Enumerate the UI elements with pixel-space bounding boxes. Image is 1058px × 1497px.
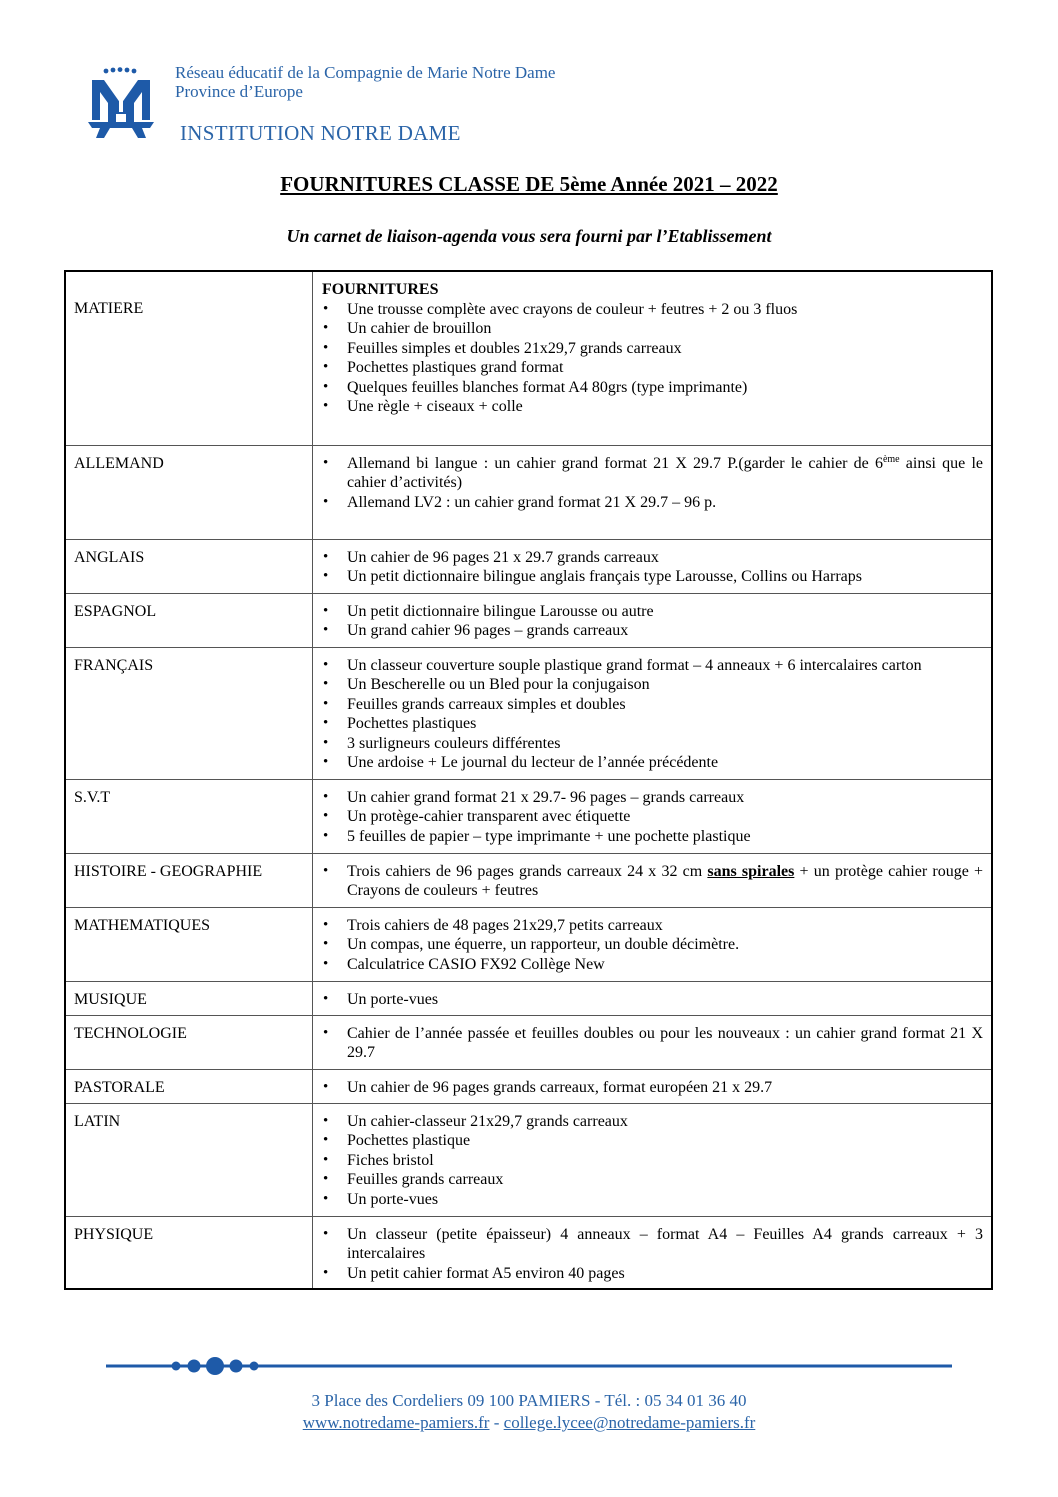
supplies-cell	[313, 907, 993, 981]
supplies-cell	[313, 271, 993, 445]
list-item: • Un petit cahier format A5 environ 40 pages	[322, 1264, 983, 1284]
subject-label: MATHEMATIQUES	[74, 916, 210, 934]
footer	[0, 1390, 1058, 1434]
list-item: • Pochettes plastique	[322, 1131, 983, 1151]
list-item: • Quelques feuilles blanches format A4 80grs (type imprimante)	[322, 378, 983, 398]
subject-label: PHYSIQUE	[74, 1225, 154, 1243]
page-title: FOURNITURES CLASSE DE 5ème Année 2021 – 2022	[280, 172, 778, 196]
footer-separator: -	[489, 1413, 504, 1432]
subject-label: LATIN	[74, 1112, 121, 1130]
subject-cell	[65, 1103, 313, 1216]
table-row-svt	[65, 779, 992, 853]
supplies-cell	[313, 1069, 993, 1103]
list-item: • Un classeur couverture souple plastique grand format – 4 anneaux + 6 intercalaires carton	[322, 656, 983, 676]
email-link[interactable]: college.lycee@notredame-pamiers.fr	[503, 1413, 756, 1432]
emphasis-text: sans spirales	[707, 862, 795, 880]
list-item: • Un classeur (petite épaisseur) 4 anneaux – format A4 – Feuilles A4 grands carreaux + 3 intercalaires	[322, 1225, 983, 1264]
table-row-histoire	[65, 853, 992, 907]
list-item: • Un petit dictionnaire bilingue anglais français type Larousse, Collins ou Harraps	[322, 567, 983, 587]
supplies-list	[322, 1112, 983, 1210]
supplies-cell	[313, 647, 993, 779]
supplies-cell	[313, 779, 993, 853]
list-item: • 5 feuilles de papier – type imprimante + une pochette plastique	[322, 827, 983, 847]
subject-cell	[65, 1069, 313, 1103]
table-row-maths	[65, 907, 992, 981]
table-row-espagnol	[65, 593, 992, 647]
subject-label: MUSIQUE	[74, 990, 147, 1008]
list-item: • Un porte-vues	[322, 1190, 983, 1210]
list-item: • Cahier de l’année passée et feuilles doubles ou pour les nouveaux : un cahier grand format 21 X 29.7	[322, 1024, 983, 1063]
supplies-list	[322, 454, 983, 513]
province-name: Province d’Europe	[175, 82, 303, 101]
table-row-pastorale	[65, 1069, 992, 1103]
list-item: • Un porte-vues	[322, 990, 983, 1010]
subject-cell	[65, 853, 313, 907]
supplies-list	[322, 656, 983, 773]
network-name: Réseau éducatif de la Compagnie de Marie Notre Dame	[175, 63, 556, 82]
supplies-cell	[313, 593, 993, 647]
supplies-cell	[313, 1103, 993, 1216]
table-row-anglais	[65, 539, 992, 593]
subject-header: MATIERE	[74, 300, 144, 317]
institution-name: INSTITUTION NOTRE DAME	[180, 121, 461, 145]
supplies-cell	[313, 853, 993, 907]
footer-address: 3 Place des Cordeliers 09 100 PAMIERS - Tél. : 05 34 01 36 40	[311, 1391, 747, 1410]
subject-label: FRANÇAIS	[74, 656, 154, 674]
list-item: • Un cahier-classeur 21x29,7 grands carreaux	[322, 1112, 983, 1132]
page-subtitle: Un carnet de liaison-agenda vous sera fourni par l’Etablissement	[286, 226, 772, 246]
subject-label: ANGLAIS	[74, 548, 145, 566]
list-item: • Un compas, une équerre, un rapporteur, un double décimètre.	[322, 935, 983, 955]
subject-header-cell	[65, 271, 313, 445]
subject-cell	[65, 907, 313, 981]
subject-cell	[65, 1216, 313, 1289]
list-item: • Une trousse complète avec crayons de couleur + feutres + 2 ou 3 fluos	[322, 300, 983, 320]
list-item: • Une ardoise + Le journal du lecteur de l’année précédente	[322, 753, 983, 773]
website-link[interactable]: www.notredame-pamiers.fr	[302, 1413, 490, 1432]
supplies-cell	[313, 981, 993, 1015]
list-item: • Calculatrice CASIO FX92 Collège New	[322, 955, 983, 975]
list-item: • Pochettes plastiques grand format	[322, 358, 983, 378]
supplies-list	[322, 916, 983, 975]
table-row-technologie	[65, 1015, 992, 1069]
subject-label: S.V.T	[74, 788, 111, 806]
list-item: • Un protège-cahier transparent avec étiquette	[322, 807, 983, 827]
list-item: • Pochettes plastiques	[322, 714, 983, 734]
subject-cell	[65, 647, 313, 779]
supplies-cell	[313, 539, 993, 593]
footer-links	[0, 1412, 1058, 1434]
subject-label: HISTOIRE - GEOGRAPHIE	[74, 862, 263, 880]
supplies-list	[322, 602, 983, 641]
supplies-list	[322, 788, 983, 847]
list-item: • Un cahier de brouillon	[322, 319, 983, 339]
supplies-list	[322, 1078, 983, 1098]
list-item: • Un cahier grand format 21 x 29.7- 96 pages – grands carreaux	[322, 788, 983, 808]
list-item: • Un Bescherelle ou un Bled pour la conjugaison	[322, 675, 983, 695]
table-row-musique	[65, 981, 992, 1015]
institution-logo	[86, 66, 156, 142]
list-item: • Trois cahiers de 96 pages grands carreaux 24 x 32 cm sans spirales + un protège cahier rouge + Crayons de couleurs + feutres	[322, 862, 983, 901]
subject-cell	[65, 1015, 313, 1069]
supplies-list	[322, 990, 983, 1010]
list-item: • Feuilles grands carreaux	[322, 1170, 983, 1190]
subject-cell	[65, 539, 313, 593]
list-item: • Allemand bi langue : un cahier grand format 21 X 29.7 P.(garder le cahier de 6ème ainsi que le cahier d’activités)	[322, 454, 983, 493]
supplies-cell	[313, 445, 993, 539]
network-header	[175, 63, 555, 101]
subject-cell	[65, 981, 313, 1015]
subject-cell	[65, 779, 313, 853]
list-item: • Un grand cahier 96 pages – grands carreaux	[322, 621, 983, 641]
subject-label: ALLEMAND	[74, 454, 164, 472]
list-item: • Allemand LV2 : un cahier grand format 21 X 29.7 – 96 p.	[322, 493, 983, 513]
supplies-cell	[313, 1015, 993, 1069]
supplies-header: FOURNITURES	[322, 281, 439, 298]
supplies-list	[322, 548, 983, 587]
list-item: • Un petit dictionnaire bilingue Larousse ou autre	[322, 602, 983, 622]
list-item: • Fiches bristol	[322, 1151, 983, 1171]
supplies-list	[322, 1225, 983, 1284]
supplies-table	[64, 270, 993, 1290]
list-item: • 3 surligneurs couleurs différentes	[322, 734, 983, 754]
table-row-general	[65, 271, 992, 445]
table-row-physique	[65, 1216, 992, 1289]
supplies-cell	[313, 1216, 993, 1289]
general-supplies-list	[322, 300, 983, 417]
list-item: • Un cahier de 96 pages grands carreaux, format européen 21 x 29.7	[322, 1078, 983, 1098]
table-row-francais	[65, 647, 992, 779]
list-item: • Feuilles simples et doubles 21x29,7 grands carreaux	[322, 339, 983, 359]
subject-label: ESPAGNOL	[74, 602, 157, 620]
list-item: • Une règle + ciseaux + colle	[322, 397, 983, 417]
list-item: • Un cahier de 96 pages 21 x 29.7 grands carreaux	[322, 548, 983, 568]
subject-cell	[65, 445, 313, 539]
table-row-latin	[65, 1103, 992, 1216]
supplies-list	[322, 1024, 983, 1063]
subject-cell	[65, 593, 313, 647]
subject-label: PASTORALE	[74, 1078, 165, 1096]
table-row-allemand	[65, 445, 992, 539]
supplies-list	[322, 862, 983, 901]
list-item: • Feuilles grands carreaux simples et doubles	[322, 695, 983, 715]
footer-divider	[106, 1355, 952, 1377]
list-item: • Trois cahiers de 48 pages 21x29,7 petits carreaux	[322, 916, 983, 936]
subject-label: TECHNOLOGIE	[74, 1024, 187, 1042]
